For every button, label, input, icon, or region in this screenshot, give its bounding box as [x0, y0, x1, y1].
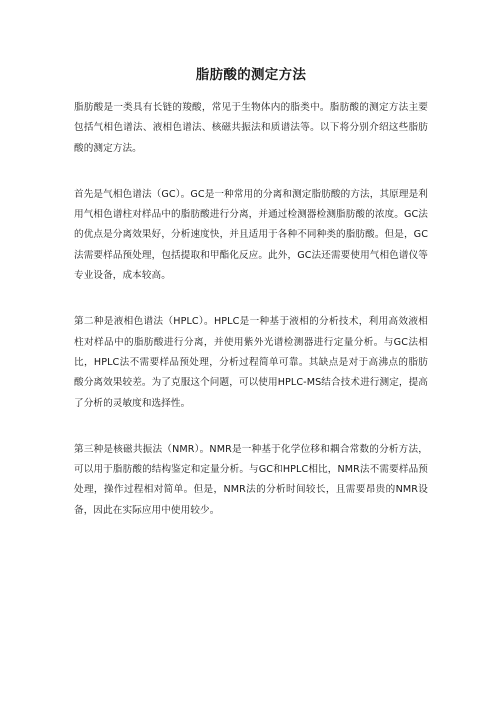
paragraph-hplc: 第二种是液相色谱法（HPLC）。HPLC是一种基于液相的分析技术，利用高效液相柱对样品中的脂肪酸进行分离，并使用紫外光谱检测器进行定量分析。与GC法相比，HPLC法不需要样品预处理，分析过程简单可靠。其缺点是对于高沸点的脂肪酸分离效果较差。为了克服这个问题，可以使用HPLC-MS结合技术进行测定，提高了分析的灵敏度和选择性。	[74, 316, 428, 409]
document-title: 脂肪酸的测定方法	[195, 67, 307, 83]
paragraph-intro: 脂肪酸是一类具有长链的羧酸，常见于生物体内的脂类中。脂肪酸的测定方法主要包括气相色谱法、液相色谱法、核磁共振法和质谱法等。以下将分别介绍这些脂肪酸的测定方法。	[74, 102, 428, 154]
paragraph-nmr: 第三种是核磁共振法（NMR）。NMR是一种基于化学位移和耦合常数的分析方法，可以用于脂肪酸的结构鉴定和定量分析。与GC和HPLC相比，NMR法不需要样品预处理，操作过程相对简单。但是，NMR法的分析时间较长，且需要昂贵的NMR设备，因此在实际应用中使用较少。	[74, 443, 428, 516]
paragraph-gc: 首先是气相色谱法（GC）。GC是一种常用的分离和测定脂肪酸的方法，其原理是利用气相色谱柱对样品中的脂肪酸进行分离，并通过检测器检测脂肪酸的浓度。GC法的优点是分离效果好，分析速度快，并且适用于各种不同种类的脂肪酸。但是，GC法需要样品预处理，包括提取和甲酯化反应。此外，GC法还需要使用气相色谱仪等专业设备，成本较高。	[74, 188, 428, 282]
